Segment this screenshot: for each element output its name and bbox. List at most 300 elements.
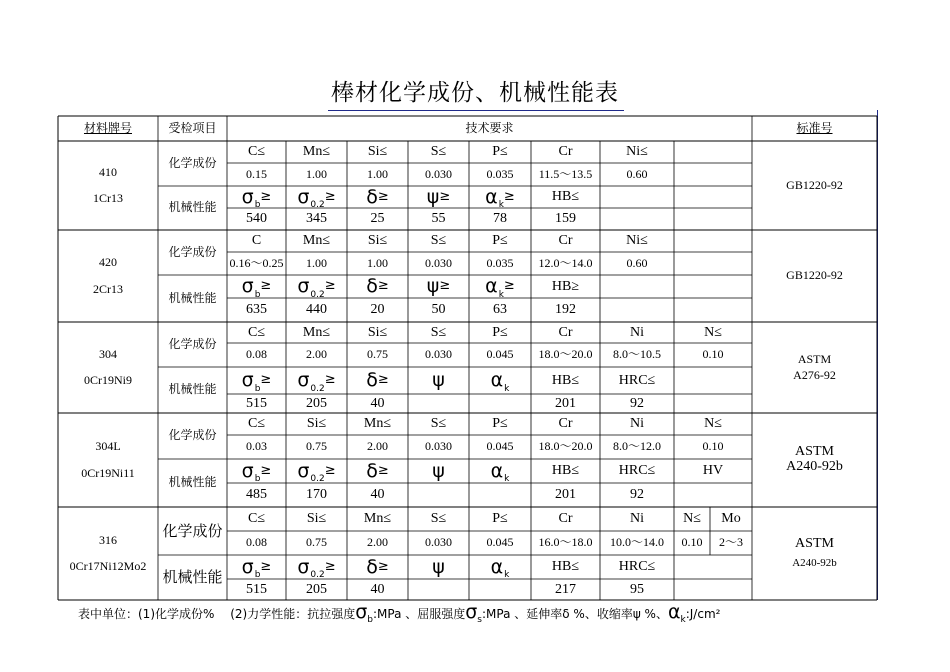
chem-element (408, 141, 469, 163)
property-subscript: k (498, 289, 504, 300)
header-std: 标准号 (796, 120, 833, 135)
property-subscript: b (254, 289, 261, 300)
chem-value (469, 343, 531, 367)
chem-value (408, 252, 469, 275)
page-title: 棒材化学成份、机械性能表 (331, 80, 619, 106)
mech-value: 205 (306, 581, 327, 597)
footnote-text-1: 表中单位：(1)化学成份% (2)力学性能：抗拉强度 (78, 607, 356, 621)
property-limit: ≥ (260, 462, 272, 478)
grade-code: 304 (99, 346, 117, 361)
chem-value (227, 531, 286, 555)
chem-element (408, 413, 469, 435)
chem-value: 0.045 (486, 347, 514, 362)
chem-value (408, 343, 469, 367)
property-subscript: k (498, 200, 504, 211)
item-mech: 机械性能 (168, 382, 217, 397)
item-chem: 化学成份 (168, 336, 217, 351)
mech-value: 40 (370, 395, 385, 411)
property-symbol: δ (366, 275, 378, 298)
grade-cell (58, 230, 158, 322)
mech-value (286, 394, 347, 413)
std-cell (752, 230, 877, 322)
chem-value (600, 435, 674, 459)
chem-element (227, 141, 286, 163)
mech-symbol (347, 186, 408, 208)
mech-value: 78 (493, 211, 507, 227)
mech-value (286, 579, 347, 600)
chem-element (347, 141, 408, 163)
std-number: A276-92 (793, 367, 836, 382)
property-symbol: σ (241, 555, 254, 578)
mech-symbol (531, 275, 600, 298)
mech-symbol (286, 367, 347, 394)
mech-value (227, 208, 286, 230)
chem-value: 0.045 (486, 439, 514, 454)
sigma-symbol: σ (465, 601, 478, 623)
chem-value (347, 343, 408, 367)
chem-value (227, 435, 286, 459)
item-cell (158, 141, 227, 186)
mech-value (347, 394, 408, 413)
property-symbol: σ (297, 185, 310, 208)
mech-symbol (227, 275, 286, 298)
mech-symbol (469, 367, 531, 394)
chem-value (347, 435, 408, 459)
property-subscript: 0.2 (310, 383, 325, 394)
units-footnote (78, 601, 720, 623)
chem-value: 0.16～0.25 (229, 255, 284, 270)
element-label: Cr (558, 324, 573, 340)
chem-value (286, 343, 347, 367)
property-limit: ≥ (260, 558, 272, 574)
mech-value: 540 (246, 211, 267, 227)
grade-cell (58, 322, 158, 413)
grade-name: 2Cr13 (93, 281, 123, 296)
item-mech: 机械性能 (168, 200, 217, 215)
chem-value: 16.0～18.0 (538, 535, 593, 550)
chem-value: 11.5～13.5 (538, 166, 593, 181)
chem-value: 0.030 (425, 347, 452, 362)
mech-value: 201 (555, 395, 576, 411)
chem-value (531, 531, 600, 555)
property-limit: HB≤ (551, 189, 580, 205)
chem-element (286, 322, 347, 343)
mech-symbol (531, 459, 600, 483)
chem-value: 0.10 (702, 347, 724, 362)
mech-value: 50 (431, 302, 446, 318)
chem-element (227, 413, 286, 435)
mech-symbol (600, 367, 674, 394)
chem-element (286, 413, 347, 435)
header-grade: 材料牌号 (83, 120, 132, 135)
property-symbol: α (485, 185, 498, 208)
mech-value: 55 (431, 211, 446, 227)
chem-value (286, 435, 347, 459)
property-symbol: σ (297, 555, 310, 578)
item-chem: 化学成份 (168, 428, 217, 443)
property-limit: ≥ (503, 188, 515, 204)
chem-value (531, 252, 600, 275)
chem-value (347, 531, 408, 555)
property-limit: HRC≤ (618, 559, 656, 575)
property-limit: ≥ (377, 278, 389, 294)
mech-value (347, 208, 408, 230)
chem-element (600, 322, 674, 343)
element-label: Ni (630, 511, 644, 527)
property-subscript: 0.2 (310, 289, 325, 300)
mech-symbol (408, 459, 469, 483)
property-limit: ≥ (377, 558, 389, 574)
header-tech: 技术要求 (465, 120, 514, 135)
mech-value (531, 394, 600, 413)
chem-value: 18.0～20.0 (538, 439, 593, 454)
property-limit: HB≥ (551, 278, 580, 294)
std-number: A240-92b (786, 459, 843, 474)
chem-value (674, 531, 710, 555)
item-cell (158, 459, 227, 507)
mech-value: 159 (555, 211, 576, 227)
chem-element (347, 230, 408, 252)
chem-value: 1.00 (306, 255, 327, 270)
footnote-sub-b: b (367, 615, 373, 625)
property-symbol: σ (241, 459, 254, 482)
item-chem: 化学成份 (168, 244, 217, 259)
chem-element (286, 230, 347, 252)
chem-value: 18.0～20.0 (538, 347, 593, 362)
mech-symbol (347, 459, 408, 483)
property-subscript: k (504, 383, 510, 394)
mech-value (469, 208, 531, 230)
element-label: S≤ (430, 324, 447, 340)
chem-value (408, 163, 469, 186)
mech-symbol (408, 555, 469, 579)
property-symbol: σ (241, 275, 254, 298)
property-subscript: k (504, 474, 510, 485)
item-chem: 化学成份 (162, 521, 223, 540)
footnote-text-3: :MPa 、延伸率δ %、收缩率ψ %、 (482, 607, 668, 621)
element-label: C≤ (247, 416, 266, 432)
chem-element (227, 507, 286, 531)
chem-value: 0.75 (306, 535, 327, 550)
element-label: Mn≤ (302, 324, 331, 340)
grade-code: 316 (99, 532, 117, 547)
chem-element (531, 507, 600, 531)
mech-symbol (469, 555, 531, 579)
mech-value: 92 (630, 487, 644, 503)
element-label: Mn≤ (363, 511, 392, 527)
chem-value (600, 531, 674, 555)
element-label: N≤ (704, 416, 722, 432)
property-symbol: δ (366, 459, 378, 482)
chem-value (347, 163, 408, 186)
element-label: Si≤ (306, 511, 327, 527)
property-subscript: k (504, 570, 510, 581)
property-symbol: ψ (426, 185, 440, 208)
mech-value (531, 483, 600, 507)
mech-value: 201 (555, 487, 576, 503)
mech-symbol (600, 459, 674, 483)
element-label: Ni (630, 416, 644, 432)
chem-value (531, 163, 600, 186)
chem-element (600, 141, 674, 163)
mech-value (600, 483, 674, 507)
chem-value: 8.0～12.0 (612, 439, 661, 454)
mech-value (286, 483, 347, 507)
element-label: Si≤ (367, 233, 388, 249)
item-mech: 机械性能 (168, 290, 217, 305)
property-symbol: δ (366, 555, 378, 578)
property-subscript: b (254, 570, 261, 581)
element-label: P≤ (492, 511, 508, 527)
chem-value (469, 531, 531, 555)
mech-symbol (286, 459, 347, 483)
chem-value: 0.045 (486, 535, 514, 550)
element-label: Cr (558, 233, 573, 249)
chem-value: 8.0～10.5 (612, 347, 661, 362)
footnote-sub-k: k (680, 615, 686, 625)
mech-value: 20 (370, 302, 385, 318)
element-label: C≤ (247, 324, 266, 340)
property-limit: ≥ (324, 278, 336, 294)
mech-symbol (674, 459, 752, 483)
chem-value: 2.00 (367, 439, 388, 454)
element-label: N≤ (683, 511, 701, 527)
chem-element (531, 141, 600, 163)
chem-element (469, 507, 531, 531)
element-label: S≤ (430, 233, 447, 249)
property-symbol: α (490, 459, 504, 482)
chem-element (347, 507, 408, 531)
chem-element (286, 141, 347, 163)
item-cell (158, 322, 227, 367)
element-label: S≤ (430, 144, 447, 160)
header-cell (58, 116, 158, 141)
chem-value (469, 252, 531, 275)
mech-value: 25 (370, 211, 385, 227)
mech-value (408, 298, 469, 322)
chem-element (531, 413, 600, 435)
item-cell (158, 367, 227, 413)
chem-value (347, 252, 408, 275)
grade-cell (58, 413, 158, 507)
chem-element (710, 507, 752, 531)
chem-value (600, 343, 674, 367)
header-cell (752, 116, 877, 141)
property-symbol: ψ (432, 369, 445, 392)
element-label: N≤ (704, 324, 722, 340)
chem-element (286, 507, 347, 531)
mech-value: 515 (246, 395, 267, 411)
chem-value (286, 531, 347, 555)
mech-value (347, 298, 408, 322)
chem-element (674, 507, 710, 531)
property-limit: ≥ (439, 278, 451, 294)
chem-value (600, 163, 674, 186)
chem-value: 0.10 (702, 439, 724, 454)
mech-symbol (347, 275, 408, 298)
property-symbol: δ (366, 185, 378, 208)
grade-name: 0Cr19Ni9 (84, 373, 132, 388)
element-label: Si≤ (367, 324, 388, 340)
std-cell (752, 413, 877, 507)
chem-element (531, 322, 600, 343)
chem-value: 10.0～14.0 (609, 535, 664, 550)
mech-value (600, 579, 674, 600)
item-cell (158, 275, 227, 322)
mech-value: 95 (630, 581, 644, 597)
chem-value (286, 163, 347, 186)
chem-value: 0.75 (367, 347, 388, 362)
mech-value: 485 (246, 487, 267, 503)
element-label: Cr (558, 144, 573, 160)
mech-value (227, 483, 286, 507)
element-label: C (251, 233, 262, 249)
mech-symbol (347, 555, 408, 579)
mech-symbol (227, 459, 286, 483)
chem-element (227, 322, 286, 343)
chem-value: 0.08 (246, 347, 267, 362)
chem-value: 12.0～14.0 (538, 255, 593, 270)
grade-code: 410 (99, 164, 117, 179)
chem-element (469, 413, 531, 435)
grade-code: 420 (99, 255, 117, 270)
mech-value (347, 483, 408, 507)
element-label: Mo (721, 511, 741, 527)
item-cell (158, 230, 227, 275)
mech-symbol (469, 275, 531, 298)
chem-value (408, 531, 469, 555)
chem-element (674, 322, 752, 343)
sigma-symbol: σ (355, 601, 368, 623)
mech-symbol (531, 555, 600, 579)
mech-value: 40 (370, 581, 385, 597)
std-number: GB1220-92 (786, 268, 843, 283)
chem-element (469, 230, 531, 252)
std-number: ASTM (795, 536, 834, 552)
chem-value (710, 531, 752, 555)
element-label: Mn≤ (363, 416, 392, 432)
chem-value (600, 252, 674, 275)
grade-cell (58, 507, 158, 600)
std-cell (752, 141, 877, 230)
chem-value: 1.00 (306, 166, 327, 181)
chem-value: 2.00 (367, 535, 388, 550)
chem-value: 0.030 (425, 255, 452, 270)
item-mech: 机械性能 (168, 475, 217, 490)
chem-element (469, 322, 531, 343)
element-label: C≤ (247, 511, 266, 527)
property-limit: ≥ (260, 372, 272, 388)
chem-value (531, 435, 600, 459)
property-symbol: α (490, 555, 504, 578)
footnote-text-4: :J/cm² (685, 607, 721, 621)
element-label: P≤ (492, 144, 508, 160)
mech-symbol (227, 185, 286, 211)
chem-value: 0.75 (306, 439, 327, 454)
property-subscript: 0.2 (310, 570, 325, 581)
element-label: P≤ (492, 324, 508, 340)
property-limit: ≥ (260, 188, 272, 204)
property-limit: ≥ (324, 372, 336, 388)
mech-value (286, 298, 347, 322)
mech-symbol (531, 367, 600, 394)
mech-symbol (227, 555, 286, 579)
item-mech: 机械性能 (162, 568, 223, 587)
property-symbol: α (490, 369, 504, 392)
property-limit: ≥ (503, 278, 515, 294)
mech-symbol (531, 186, 600, 208)
element-label: Cr (558, 511, 573, 527)
element-label: Si≤ (306, 416, 327, 432)
grade-name: 0Cr17Ni12Mo2 (69, 559, 147, 574)
mech-value: 217 (555, 581, 576, 597)
property-symbol: σ (297, 369, 310, 392)
property-symbol: δ (366, 369, 378, 392)
mech-value: 192 (555, 302, 576, 318)
alpha-symbol: α (667, 601, 681, 623)
chem-value: 1.00 (367, 255, 388, 270)
mech-value (531, 579, 600, 600)
element-label: P≤ (492, 416, 508, 432)
mech-symbol (469, 459, 531, 483)
element-label: Ni (630, 324, 644, 340)
chem-value: 0.03 (246, 439, 267, 454)
mech-value: 205 (306, 395, 327, 411)
grade-code: 304L (95, 439, 121, 454)
property-subscript: b (254, 474, 261, 485)
chem-value (469, 435, 531, 459)
element-label: S≤ (430, 511, 447, 527)
std-number: A240-92b (792, 557, 837, 570)
property-symbol: σ (241, 369, 254, 392)
element-label: Ni≤ (626, 144, 648, 160)
element-label: Si≤ (367, 144, 388, 160)
chem-element (347, 322, 408, 343)
mech-value: 40 (370, 487, 385, 503)
grade-name: 0Cr19Ni11 (81, 465, 135, 480)
header-cell (227, 116, 752, 141)
footnote-text-2: :MPa 、屈服强度 (372, 607, 466, 621)
property-limit: ≥ (439, 188, 451, 204)
property-subscript: 0.2 (310, 200, 325, 211)
property-symbol: α (485, 275, 498, 298)
mech-value (286, 208, 347, 230)
chem-value (227, 343, 286, 367)
chem-value: 0.60 (626, 166, 648, 181)
item-cell (158, 555, 227, 600)
chem-element (600, 413, 674, 435)
std-number: GB1220-92 (786, 177, 843, 192)
mech-value (227, 394, 286, 413)
mech-value (227, 298, 286, 322)
chem-element (469, 141, 531, 163)
property-limit: ≥ (324, 462, 336, 478)
property-symbol: σ (241, 185, 254, 208)
property-limit: HRC≤ (618, 372, 656, 388)
chem-element (600, 230, 674, 252)
mech-value (347, 579, 408, 600)
chem-value: 0.030 (425, 166, 452, 181)
chem-value: 0.035 (486, 255, 514, 270)
grade-cell (58, 141, 158, 230)
property-subscript: 0.2 (310, 474, 325, 485)
mech-value (408, 208, 469, 230)
chem-element (600, 507, 674, 531)
chem-value (286, 252, 347, 275)
mech-symbol (469, 185, 531, 211)
property-limit: ≥ (324, 188, 336, 204)
std-cell (752, 322, 877, 413)
